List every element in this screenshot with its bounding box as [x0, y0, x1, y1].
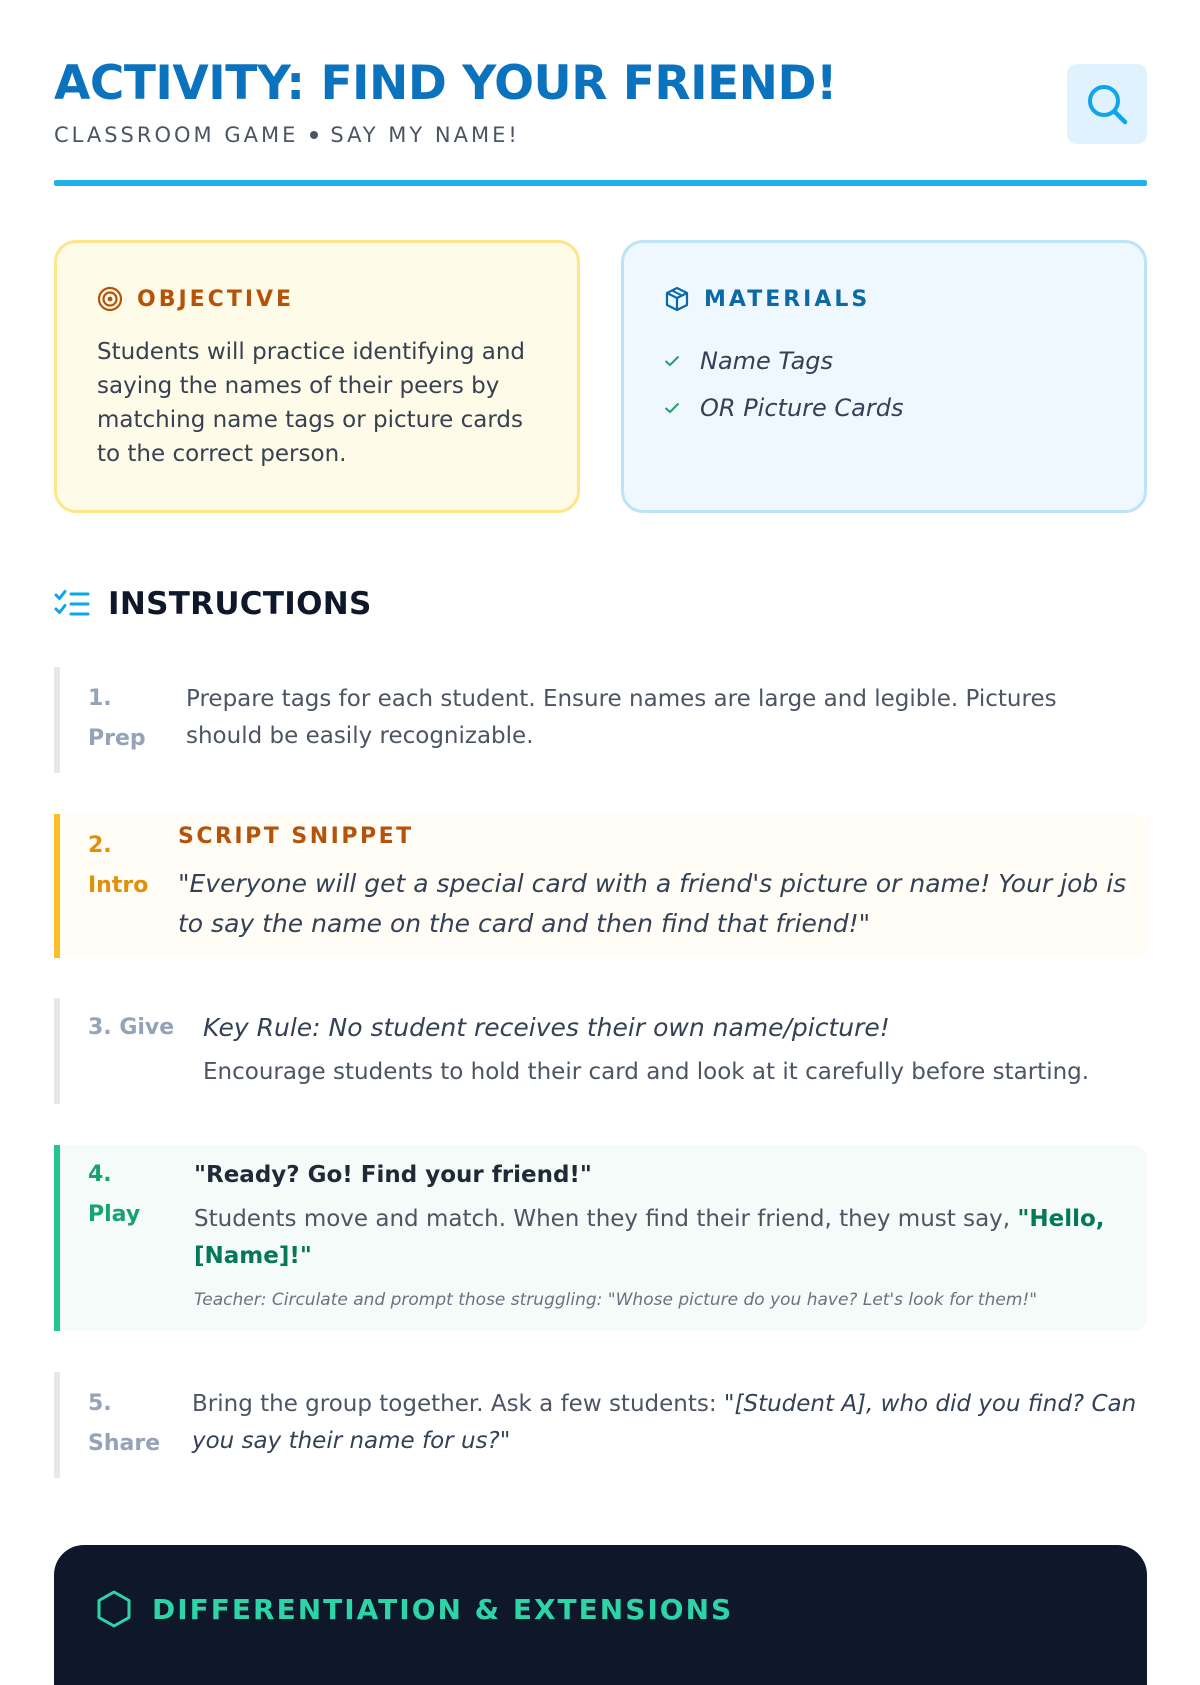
step-share	[54, 1372, 1147, 1478]
step-number	[88, 826, 168, 906]
step-name: Intro	[88, 873, 149, 898]
materials-heading	[664, 285, 1104, 313]
step-name: Play	[88, 1202, 141, 1227]
step-index: 5.	[88, 1391, 112, 1416]
objective-text: Students will practice identifying and saying the names of their peers by matching name tags or picture cards to the correct person.	[97, 339, 526, 467]
box-icon	[664, 286, 690, 312]
share-quote: "[Student A], who did you find? Can you say their name for us?"	[192, 1391, 1137, 1454]
instructions-title: INSTRUCTIONS	[108, 586, 372, 622]
page	[54, 0, 1147, 1626]
bullet-separator	[310, 131, 318, 139]
step-intro	[54, 814, 1147, 958]
differentiation-panel	[54, 1545, 1147, 1685]
instructions-heading	[54, 584, 372, 624]
step-text-main: Students move and match. When they find their friend, they must say,	[194, 1206, 1011, 1232]
target-icon	[97, 286, 123, 312]
step-name: Prep	[88, 726, 146, 751]
objective-label: OBJECTIVE	[137, 286, 295, 312]
step-text: Prepare tags for each student. Ensure names are large and legible. Pictures should be easily recognizable.	[186, 686, 1057, 749]
header	[54, 56, 1147, 186]
step-prep	[54, 667, 1147, 773]
script-snippet-label: SCRIPT SNIPPET	[178, 824, 414, 849]
materials-label: MATERIALS	[704, 286, 871, 312]
material-item: Name Tags	[700, 346, 834, 375]
list-item	[664, 384, 1104, 431]
key-rule: Key Rule: No student receives their own name/picture!	[203, 1013, 890, 1042]
check-icon	[664, 402, 682, 414]
step-number	[88, 1384, 178, 1464]
step-text	[194, 1201, 1124, 1275]
materials-list	[664, 337, 1104, 431]
hexagon-icon	[94, 1589, 134, 1629]
check-icon	[664, 355, 682, 367]
subtitle-category: CLASSROOM GAME	[54, 123, 299, 147]
search-icon	[1084, 81, 1130, 127]
list-item	[664, 337, 1104, 384]
step-number: 3. Give	[88, 1015, 175, 1040]
step-number	[88, 679, 168, 759]
step-text-main: Bring the group together. Ask a few students:	[192, 1391, 717, 1417]
step-number	[88, 1155, 168, 1235]
step-play	[54, 1145, 1147, 1331]
page-subtitle	[54, 122, 520, 148]
search-button[interactable]	[1067, 64, 1147, 144]
subtitle-tagline: SAY MY NAME!	[330, 123, 520, 147]
objective-card	[54, 240, 580, 513]
teacher-note: Teacher: Circulate and prompt those struggling: "Whose picture do you have? Let's look for them!"	[194, 1290, 1038, 1310]
step-give	[54, 998, 1147, 1104]
step-index: 2.	[88, 833, 112, 858]
objective-heading	[97, 285, 537, 313]
differentiation-heading	[94, 1589, 733, 1629]
script-snippet-text: "Everyone will get a special card with a friend's picture or name! Your job is to say the name on the card and then find that friend!"	[178, 869, 1127, 938]
step-index: 1.	[88, 686, 112, 711]
step-text: Encourage students to hold their card and look at it carefully before starting.	[203, 1059, 1090, 1085]
differentiation-label: DIFFERENTIATION & EXTENSIONS	[152, 1592, 734, 1626]
checklist-icon	[54, 588, 90, 620]
page-title: ACTIVITY: FIND YOUR FRIEND!	[54, 56, 837, 111]
greeting-highlight: "Hello, [Name]!"	[194, 1206, 1105, 1269]
start-cue: "Ready? Go! Find your friend!"	[194, 1162, 592, 1188]
step-text	[192, 1386, 1142, 1460]
material-item: OR Picture Cards	[700, 393, 904, 422]
materials-card	[621, 240, 1147, 513]
step-name: Share	[88, 1431, 161, 1456]
header-divider	[54, 180, 1147, 186]
step-index: 4.	[88, 1162, 112, 1187]
